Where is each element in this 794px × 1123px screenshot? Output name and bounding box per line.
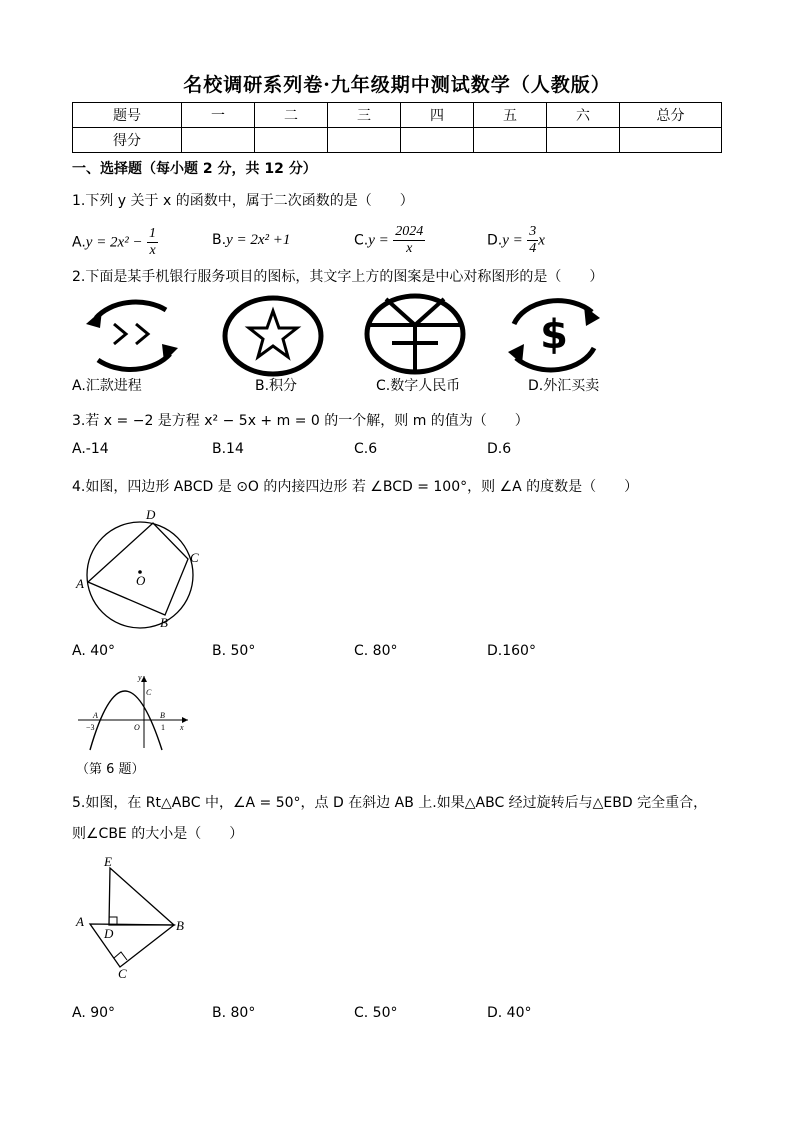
numerator: 1 [149,226,157,241]
score-table-cell: 六 [547,103,620,128]
parabola-figure [76,672,196,752]
rotated-triangle-figure [74,852,194,982]
label-b: B [160,711,165,720]
score-table-cell: 一 [182,103,255,128]
label-a: A [93,711,98,720]
label-e: E [104,854,112,869]
label-o: O [134,723,140,732]
tick-minus-3: −3 [86,723,95,732]
denominator: x [149,243,156,258]
option-prefix: A. [72,234,86,251]
q5-option-d[interactable]: D. 40° [487,1005,532,1021]
q2-option-d[interactable]: D.外汇买卖 [528,378,600,394]
option-prefix: D. [487,232,503,249]
q5-option-a[interactable]: A. 90° [72,1005,116,1021]
score-input-cell[interactable] [620,128,722,153]
label-a: A [76,576,84,591]
score-table-cell: 五 [474,103,547,128]
triangle-abc [90,924,174,967]
label-c: C [118,966,127,981]
axis-x-label: x [180,723,184,732]
q1-option-a[interactable] [72,226,158,259]
q2-option-a[interactable]: A.汇款进程 [72,378,142,394]
q3-option-a[interactable]: A.-14 [72,441,109,457]
q2-option-c[interactable]: C.数字人民币 [376,378,461,394]
score-input-cell[interactable] [328,128,401,153]
option-prefix: B. [212,232,227,248]
question-2-stem: 2.下面是某手机银行服务项目的图标，其文字上方的图案是中心对称图形的是（ ） [72,269,604,285]
digital-rmb-icon [364,293,466,375]
q3-option-d[interactable]: D.6 [487,441,512,457]
fraction [393,224,425,257]
q1-option-d[interactable] [487,224,545,257]
option-expr: y = 2x² − [85,234,143,251]
q2-option-b[interactable]: B.积分 [255,378,298,394]
label-c: C [190,550,199,565]
option-expr: y = 2x² +1 [226,232,291,248]
question-3-stem: 3.若 x = −2 是方程 x² − 5x + m = 0 的一个解，则 m 的值为（ ） [72,413,529,429]
q5-option-b[interactable]: B. 80° [212,1005,256,1021]
q3-option-c[interactable]: C.6 [354,441,378,457]
triangle-ebd [109,868,174,925]
score-input-cell[interactable] [255,128,328,153]
question-4-stem: 4.如图，四边形 ABCD 是 ⊙O 的内接四边形 若 ∠BCD = 100°，则 ∠A 的度数是（ ） [72,479,639,495]
fraction [147,226,158,259]
option-expr-tail: x [538,232,545,249]
score-input-cell[interactable] [182,128,255,153]
figure-6-caption: （第 6 题） [76,762,145,777]
label-d: D [146,507,156,522]
q5-option-c[interactable]: C. 50° [354,1005,398,1021]
forex-dollar-icon [500,296,608,374]
circle-quadrilateral-figure [74,505,214,630]
score-table-cell: 四 [401,103,474,128]
numerator: 3 [529,224,537,239]
dollar-glyph: $ [540,312,568,358]
score-table-cell: 得分 [73,128,182,153]
option-expr: y = [502,232,523,249]
numerator: 2024 [395,224,424,239]
label-d: D [104,926,114,941]
score-input-cell[interactable] [474,128,547,153]
score-table-cell: 总分 [620,103,722,128]
question-1-stem: 1.下列 y 关于 x 的函数中，属于二次函数的是（ ） [72,193,414,209]
tick-1: 1 [161,723,165,732]
q4-option-a[interactable]: A. 40° [72,643,116,659]
score-table-header-row [73,103,722,128]
page-title: 名校调研系列卷·九年级期中测试数学（人教版） [183,74,611,96]
label-a: A [76,914,84,929]
transfer-progress-icon [78,296,186,374]
q1-option-b[interactable] [212,232,290,249]
score-table-cell: 题号 [73,103,182,128]
denominator: x [406,241,413,256]
label-o: O [136,573,146,588]
score-input-cell[interactable] [547,128,620,153]
section-heading: 一、选择题（每小题 2 分，共 12 分） [72,161,317,177]
denominator: 4 [529,241,537,256]
question-5-stem-line2: 则∠CBE 的大小是（ ） [72,826,244,842]
q1-option-c[interactable] [354,224,425,257]
label-b: B [176,918,184,933]
score-table-cell: 二 [255,103,328,128]
score-table [72,102,722,153]
fraction [527,224,538,257]
option-expr: y = [368,232,389,249]
q4-option-b[interactable]: B. 50° [212,643,256,659]
option-prefix: C. [354,232,369,249]
axis-y-label: y [138,673,142,682]
label-c: C [146,688,152,697]
score-table-score-row [73,128,722,153]
question-5-stem: 5.如图，在 Rt△ABC 中，∠A = 50°，点 D 在斜边 AB 上.如果△ABC 经过旋转后与△EBD 完全重合， [72,795,708,811]
score-table-cell: 三 [328,103,401,128]
points-star-icon [222,295,324,377]
label-b: B [160,615,168,630]
q3-option-b[interactable]: B.14 [212,441,244,457]
score-input-cell[interactable] [401,128,474,153]
q4-option-d[interactable]: D.160° [487,643,536,659]
q4-option-c[interactable]: C. 80° [354,643,398,659]
